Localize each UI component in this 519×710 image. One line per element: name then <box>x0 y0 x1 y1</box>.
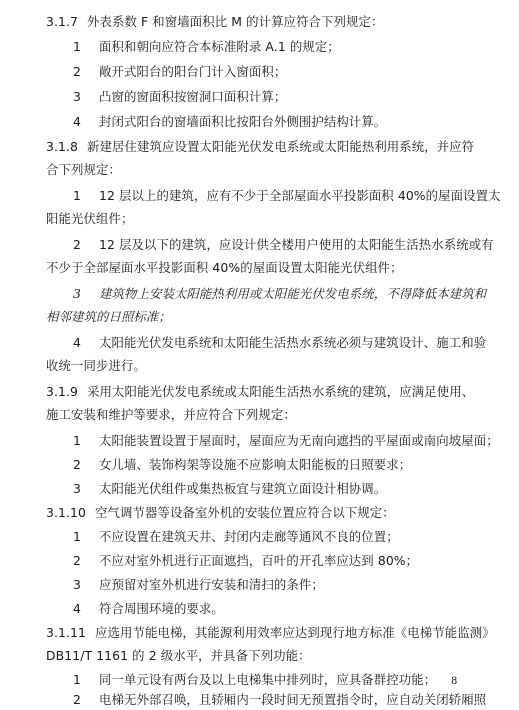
page-number: 8 <box>451 676 458 687</box>
item-number: 1 <box>73 39 81 54</box>
clause-3-1-8-item-2-cont <box>46 260 403 276</box>
clause-title: 应选用节能电梯，其能源利用效率应达到现行地方标准《电梯节能监测》 <box>95 625 495 640</box>
item-number: 1 <box>73 433 81 448</box>
item-text-continued: 收统一同步进行。 <box>46 358 146 373</box>
clause-3-1-8-item-1-cont <box>46 211 133 227</box>
clause-title-continued: 合下列规定： <box>46 162 121 177</box>
clause-3-1-10-item-3 <box>73 577 324 593</box>
clause-3-1-10-heading <box>46 505 395 521</box>
item-number: 1 <box>73 529 81 544</box>
clause-number: 3.1.11 <box>46 625 87 640</box>
item-text-continued: 阳能光伏组件； <box>46 211 134 226</box>
item-number: 2 <box>73 457 81 472</box>
clause-title-continued: 施工安装和维护等要求，并应符合下列规定： <box>46 407 296 422</box>
item-text: 12 层以上的建筑，应有不少于全部屋面水平投影面积 40%的屋面设置太 <box>99 188 501 203</box>
clause-number: 3.1.7 <box>46 14 79 29</box>
item-text: 女儿墙、装饰构架等设施不应影响太阳能板的日照要求； <box>99 457 412 472</box>
clause-3-1-9-item-2 <box>73 457 411 473</box>
clause-3-1-9-item-3 <box>73 481 386 497</box>
clause-number: 3.1.9 <box>46 384 79 399</box>
clause-3-1-7-item-2 <box>73 64 286 80</box>
clause-3-1-7-item-3 <box>73 89 286 105</box>
clause-3-1-7-item-1 <box>73 39 340 55</box>
clause-title: 采用太阳能光伏发电系统或太阳能生活热水系统的建筑，应满足使用、 <box>87 384 475 399</box>
item-text: 敞开式阳台的阳台门计入窗面积； <box>99 64 287 79</box>
item-text: 封闭式阳台的窗墙面积比按阳台外侧围护结构计算。 <box>99 114 387 129</box>
clause-3-1-7-heading <box>46 14 384 30</box>
item-number: 3 <box>73 286 81 301</box>
item-text: 符合周围环境的要求。 <box>99 601 224 616</box>
clause-number: 3.1.10 <box>46 505 87 520</box>
clause-3-1-10-item-4 <box>73 601 224 617</box>
item-text: 应预留对室外机进行安装和清扫的条件； <box>99 577 324 592</box>
clause-title: 外表系数 F 和窗墙面积比 M 的计算应符合下列规定： <box>87 14 384 29</box>
item-number: 3 <box>73 89 81 104</box>
clause-number: 3.1.8 <box>46 139 79 154</box>
clause-3-1-11-item-1 <box>73 672 436 688</box>
item-number: 1 <box>73 188 81 203</box>
clause-3-1-11-heading-cont <box>46 648 311 664</box>
item-number: 4 <box>73 601 81 616</box>
item-number: 2 <box>73 553 81 568</box>
item-number: 1 <box>73 672 81 687</box>
item-text: 太阳能光伏组件或集热板宜与建筑立面设计相协调。 <box>99 481 387 496</box>
item-number: 2 <box>73 64 81 79</box>
clause-3-1-9-item-1 <box>73 433 499 449</box>
item-text: 太阳能装置设置于屋面时，屋面应为无南向遮挡的平屋面或南向坡屋面； <box>99 433 499 448</box>
item-number: 4 <box>73 335 81 350</box>
item-text: 建筑物上安装太阳能热利用或太阳能光伏发电系统，不得降低本建筑和 <box>99 286 487 301</box>
item-text: 面积和朝向应符合本标准附录 A.1 的规定； <box>99 39 340 54</box>
item-text: 不应设置在建筑天井、封闭内走廊等通风不良的位置； <box>99 529 399 544</box>
clause-3-1-8-item-2 <box>73 237 494 253</box>
clause-3-1-11-item-2 <box>73 692 486 708</box>
item-text: 太阳能光伏发电系统和太阳能生活热水系统必须与建筑设计、施工和验 <box>99 335 487 350</box>
clause-3-1-10-item-1 <box>73 529 399 545</box>
item-number: 2 <box>73 237 81 252</box>
clause-3-1-10-item-2 <box>73 553 418 569</box>
clause-3-1-8-item-4 <box>73 335 486 351</box>
item-text: 同一单元设有两台及以上电梯集中排列时，应具备群控功能； <box>99 672 437 687</box>
clause-3-1-11-heading <box>46 625 495 641</box>
item-text: 凸窗的窗面积按窗洞口面积计算； <box>99 89 287 104</box>
clause-title: 空气调节器等设备室外机的安装位置应符合以下规定： <box>95 505 395 520</box>
item-text: 12 层及以下的建筑，应设计供全楼用户使用的太阳能生活热水系统或有 <box>99 237 494 252</box>
clause-3-1-8-item-1 <box>73 188 501 204</box>
clause-3-1-9-heading <box>46 384 474 400</box>
item-text-continued: 相邻建筑的日照标准； <box>46 309 171 324</box>
clause-3-1-8-item-3 <box>73 286 486 302</box>
clause-3-1-8-heading <box>46 139 474 155</box>
item-text: 电梯无外部召唤，且轿厢内一段时间无预置指令时，应自动关闭轿厢照 <box>99 692 487 707</box>
clause-title-continued: DB11/T 1161 的 2 级水平，并具备下列功能： <box>46 648 311 663</box>
clause-3-1-9-heading-cont <box>46 407 296 423</box>
item-number: 3 <box>73 481 81 496</box>
clause-3-1-8-heading-cont <box>46 162 121 178</box>
item-number: 2 <box>73 692 81 707</box>
item-text: 不应对室外机进行正面遮挡，百叶的开孔率应达到 80%； <box>99 553 419 568</box>
clause-3-1-7-item-4 <box>73 114 386 130</box>
clause-title: 新建居住建筑应设置太阳能光伏发电系统或太阳能热利用系统，并应符 <box>87 139 475 154</box>
item-number: 3 <box>73 577 81 592</box>
clause-3-1-8-item-3-cont <box>46 309 171 325</box>
item-text-continued: 不少于全部屋面水平投影面积 40%的屋面设置太阳能光伏组件； <box>46 260 403 275</box>
clause-3-1-8-item-4-cont <box>46 358 146 374</box>
item-number: 4 <box>73 114 81 129</box>
